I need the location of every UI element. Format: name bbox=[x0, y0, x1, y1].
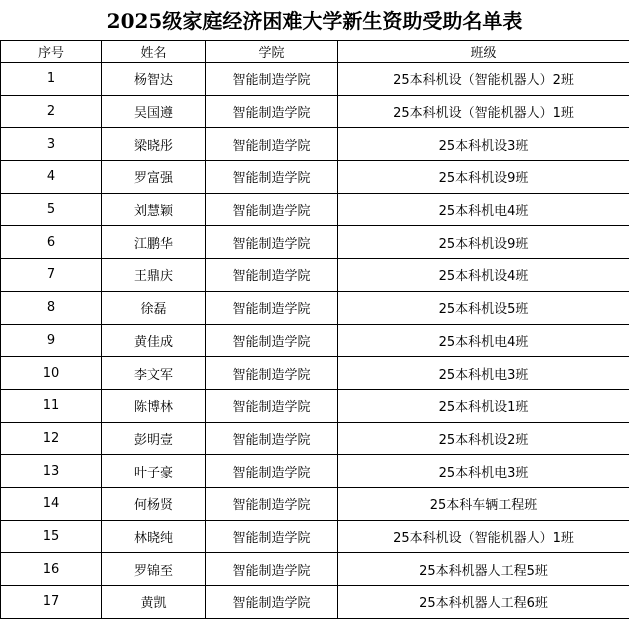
cell-name: 林晓纯 bbox=[102, 520, 206, 553]
cell-number: 17 bbox=[1, 586, 102, 619]
cell-name: 何杨贤 bbox=[102, 487, 206, 520]
header-name: 姓名 bbox=[102, 41, 206, 63]
cell-number: 10 bbox=[1, 357, 102, 390]
table-row bbox=[1, 455, 629, 488]
cell-class: 25本科机设（智能机器人）1班 bbox=[338, 95, 629, 128]
cell-class: 25本科机电3班 bbox=[338, 357, 629, 390]
cell-class: 25本科机设（智能机器人）2班 bbox=[338, 63, 629, 96]
cell-college: 智能制造学院 bbox=[206, 487, 338, 520]
cell-number: 4 bbox=[1, 161, 102, 194]
cell-number: 7 bbox=[1, 259, 102, 292]
cell-name: 梁晓彤 bbox=[102, 128, 206, 161]
cell-class: 25本科机设9班 bbox=[338, 226, 629, 259]
header-number: 序号 bbox=[1, 41, 102, 63]
cell-college: 智能制造学院 bbox=[206, 95, 338, 128]
cell-number: 8 bbox=[1, 291, 102, 324]
table-body bbox=[1, 63, 629, 619]
cell-college: 智能制造学院 bbox=[206, 586, 338, 619]
cell-college: 智能制造学院 bbox=[206, 128, 338, 161]
cell-class: 25本科机电3班 bbox=[338, 455, 629, 488]
cell-college: 智能制造学院 bbox=[206, 389, 338, 422]
cell-name: 罗富强 bbox=[102, 161, 206, 194]
cell-college: 智能制造学院 bbox=[206, 63, 338, 96]
page-title: 2025级家庭经济困难大学新生资助受助名单表 bbox=[106, 9, 523, 33]
cell-number: 11 bbox=[1, 389, 102, 422]
cell-name: 彭明壹 bbox=[102, 422, 206, 455]
cell-class: 25本科机设5班 bbox=[338, 291, 629, 324]
cell-college: 智能制造学院 bbox=[206, 357, 338, 390]
table-row bbox=[1, 128, 629, 161]
cell-college: 智能制造学院 bbox=[206, 422, 338, 455]
cell-college: 智能制造学院 bbox=[206, 324, 338, 357]
cell-number: 5 bbox=[1, 193, 102, 226]
cell-name: 黄凯 bbox=[102, 586, 206, 619]
cell-name: 罗锦至 bbox=[102, 553, 206, 586]
cell-class: 25本科机设（智能机器人）1班 bbox=[338, 520, 629, 553]
cell-number: 15 bbox=[1, 520, 102, 553]
cell-class: 25本科车辆工程班 bbox=[338, 487, 629, 520]
cell-class: 25本科机设2班 bbox=[338, 422, 629, 455]
cell-name: 叶子豪 bbox=[102, 455, 206, 488]
cell-number: 12 bbox=[1, 422, 102, 455]
cell-number: 16 bbox=[1, 553, 102, 586]
cell-number: 9 bbox=[1, 324, 102, 357]
cell-college: 智能制造学院 bbox=[206, 455, 338, 488]
cell-name: 陈博林 bbox=[102, 389, 206, 422]
cell-name: 徐磊 bbox=[102, 291, 206, 324]
cell-class: 25本科机设3班 bbox=[338, 128, 629, 161]
cell-name: 黄佳成 bbox=[102, 324, 206, 357]
table-row bbox=[1, 193, 629, 226]
table-row bbox=[1, 520, 629, 553]
cell-college: 智能制造学院 bbox=[206, 520, 338, 553]
cell-class: 25本科机器人工程5班 bbox=[338, 553, 629, 586]
cell-number: 1 bbox=[1, 63, 102, 96]
cell-college: 智能制造学院 bbox=[206, 553, 338, 586]
cell-name: 吴国遵 bbox=[102, 95, 206, 128]
cell-name: 杨智达 bbox=[102, 63, 206, 96]
cell-class: 25本科机设9班 bbox=[338, 161, 629, 194]
cell-name: 刘慧颖 bbox=[102, 193, 206, 226]
table-row bbox=[1, 357, 629, 390]
cell-class: 25本科机设1班 bbox=[338, 389, 629, 422]
cell-number: 2 bbox=[1, 95, 102, 128]
table-row bbox=[1, 553, 629, 586]
header-college: 学院 bbox=[206, 41, 338, 63]
cell-college: 智能制造学院 bbox=[206, 291, 338, 324]
table-row bbox=[1, 63, 629, 96]
table-row bbox=[1, 259, 629, 292]
aid-recipients-table bbox=[0, 40, 629, 619]
table-header-row bbox=[1, 41, 629, 63]
table-row bbox=[1, 291, 629, 324]
table-row bbox=[1, 226, 629, 259]
cell-number: 3 bbox=[1, 128, 102, 161]
table-row bbox=[1, 586, 629, 619]
cell-name: 江鹏华 bbox=[102, 226, 206, 259]
cell-name: 王鼎庆 bbox=[102, 259, 206, 292]
table-row bbox=[1, 422, 629, 455]
cell-number: 13 bbox=[1, 455, 102, 488]
header-class: 班级 bbox=[338, 41, 629, 63]
cell-college: 智能制造学院 bbox=[206, 193, 338, 226]
cell-class: 25本科机器人工程6班 bbox=[338, 586, 629, 619]
cell-college: 智能制造学院 bbox=[206, 226, 338, 259]
cell-number: 6 bbox=[1, 226, 102, 259]
cell-class: 25本科机设4班 bbox=[338, 259, 629, 292]
cell-class: 25本科机电4班 bbox=[338, 324, 629, 357]
cell-number: 14 bbox=[1, 487, 102, 520]
cell-name: 李文军 bbox=[102, 357, 206, 390]
table-row bbox=[1, 487, 629, 520]
cell-class: 25本科机电4班 bbox=[338, 193, 629, 226]
cell-college: 智能制造学院 bbox=[206, 161, 338, 194]
table-row bbox=[1, 161, 629, 194]
table-row bbox=[1, 389, 629, 422]
table-row bbox=[1, 324, 629, 357]
table-row bbox=[1, 95, 629, 128]
cell-college: 智能制造学院 bbox=[206, 259, 338, 292]
